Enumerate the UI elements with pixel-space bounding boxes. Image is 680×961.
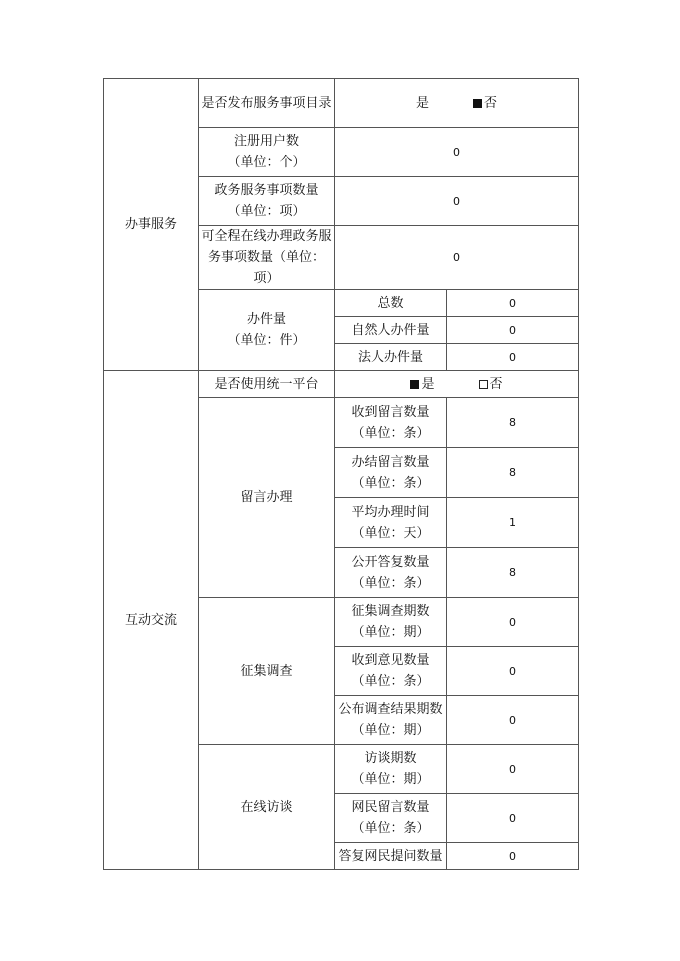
registered-users-value: 0	[335, 128, 579, 177]
unit-label: （单位：条）	[351, 475, 430, 491]
interview-issues-value: 0	[447, 745, 579, 794]
option-no: 否	[484, 95, 498, 111]
survey-results-label: 公布调查结果期数 （单位：期）	[335, 696, 447, 745]
handled-legal-label: 法人办件量	[335, 344, 447, 371]
interview-replies-label: 答复网民提问数量	[335, 843, 447, 870]
publish-catalog-options	[335, 79, 579, 128]
messages-avg-time-value: 1	[447, 498, 579, 548]
option-yes: 是	[415, 95, 429, 111]
unit-label: （单位：件）	[227, 333, 306, 348]
survey-issues-value: 0	[447, 598, 579, 647]
handled-natural-value: 0	[447, 317, 579, 344]
unit-label: （单位：个）	[227, 155, 306, 170]
section-service-title: 办事服务	[104, 79, 199, 371]
unit-label: （单位：条）	[351, 674, 430, 689]
option-yes: 是	[421, 376, 435, 392]
section-interaction-title: 互动交流	[104, 371, 199, 870]
survey-issues-label: 征集调查期数 （单位：期）	[335, 598, 447, 647]
messages-public-reply-label: 公开答复数量 （单位：条）	[335, 548, 447, 598]
handled-label: 办件量 （单位：件）	[199, 290, 335, 371]
survey-opinions-label: 收到意见数量 （单位：条）	[335, 647, 447, 696]
handled-total-label: 总数	[335, 290, 447, 317]
checkbox-yes-checked	[410, 380, 419, 389]
online-items-value: 0	[335, 226, 579, 290]
checkbox-no-checked	[473, 99, 482, 108]
unit-label: （单位：天）	[351, 525, 430, 541]
interview-replies-value: 0	[447, 843, 579, 870]
survey-results-value: 0	[447, 696, 579, 745]
messages-received-label: 收到留言数量 （单位：条）	[335, 398, 447, 448]
unit-label: （单位：项）	[227, 204, 306, 219]
handled-legal-value: 0	[447, 344, 579, 371]
service-items-value: 0	[335, 177, 579, 226]
messages-closed-label: 办结留言数量 （单位：条）	[335, 448, 447, 498]
unified-platform-label: 是否使用统一平台	[199, 371, 335, 398]
messages-label: 留言办理	[199, 398, 335, 598]
interview-messages-value: 0	[447, 794, 579, 843]
statistics-table	[103, 78, 579, 870]
messages-avg-time-label: 平均办理时间 （单位：天）	[335, 498, 447, 548]
unit-label: （单位：期）	[351, 625, 430, 640]
unit-label: （单位：条）	[351, 821, 430, 836]
publish-catalog-label: 是否发布服务事项目录	[199, 79, 335, 128]
interview-messages-label: 网民留言数量 （单位：条）	[335, 794, 447, 843]
unit-label: （单位：条）	[351, 425, 430, 441]
handled-natural-label: 自然人办件量	[335, 317, 447, 344]
unit-label: （单位：条）	[351, 575, 430, 591]
option-no: 否	[489, 376, 503, 392]
unit-label: （单位：期）	[351, 723, 430, 738]
survey-label: 征集调查	[199, 598, 335, 745]
registered-users-label: 注册用户数 （单位：个）	[199, 128, 335, 177]
service-items-label: 政务服务事项数量 （单位：项）	[199, 177, 335, 226]
messages-closed-value: 8	[447, 448, 579, 498]
survey-opinions-value: 0	[447, 647, 579, 696]
interview-issues-label: 访谈期数 （单位：期）	[335, 745, 447, 794]
messages-public-reply-value: 8	[447, 548, 579, 598]
unified-platform-options	[335, 371, 579, 398]
unit-label: （单位：期）	[351, 772, 430, 787]
online-items-label: 可全程在线办理政务服务事项数量（单位：项）	[199, 226, 335, 290]
handled-total-value: 0	[447, 290, 579, 317]
checkbox-no-unchecked	[479, 380, 488, 389]
interview-label: 在线访谈	[199, 745, 335, 870]
messages-received-value: 8	[447, 398, 579, 448]
